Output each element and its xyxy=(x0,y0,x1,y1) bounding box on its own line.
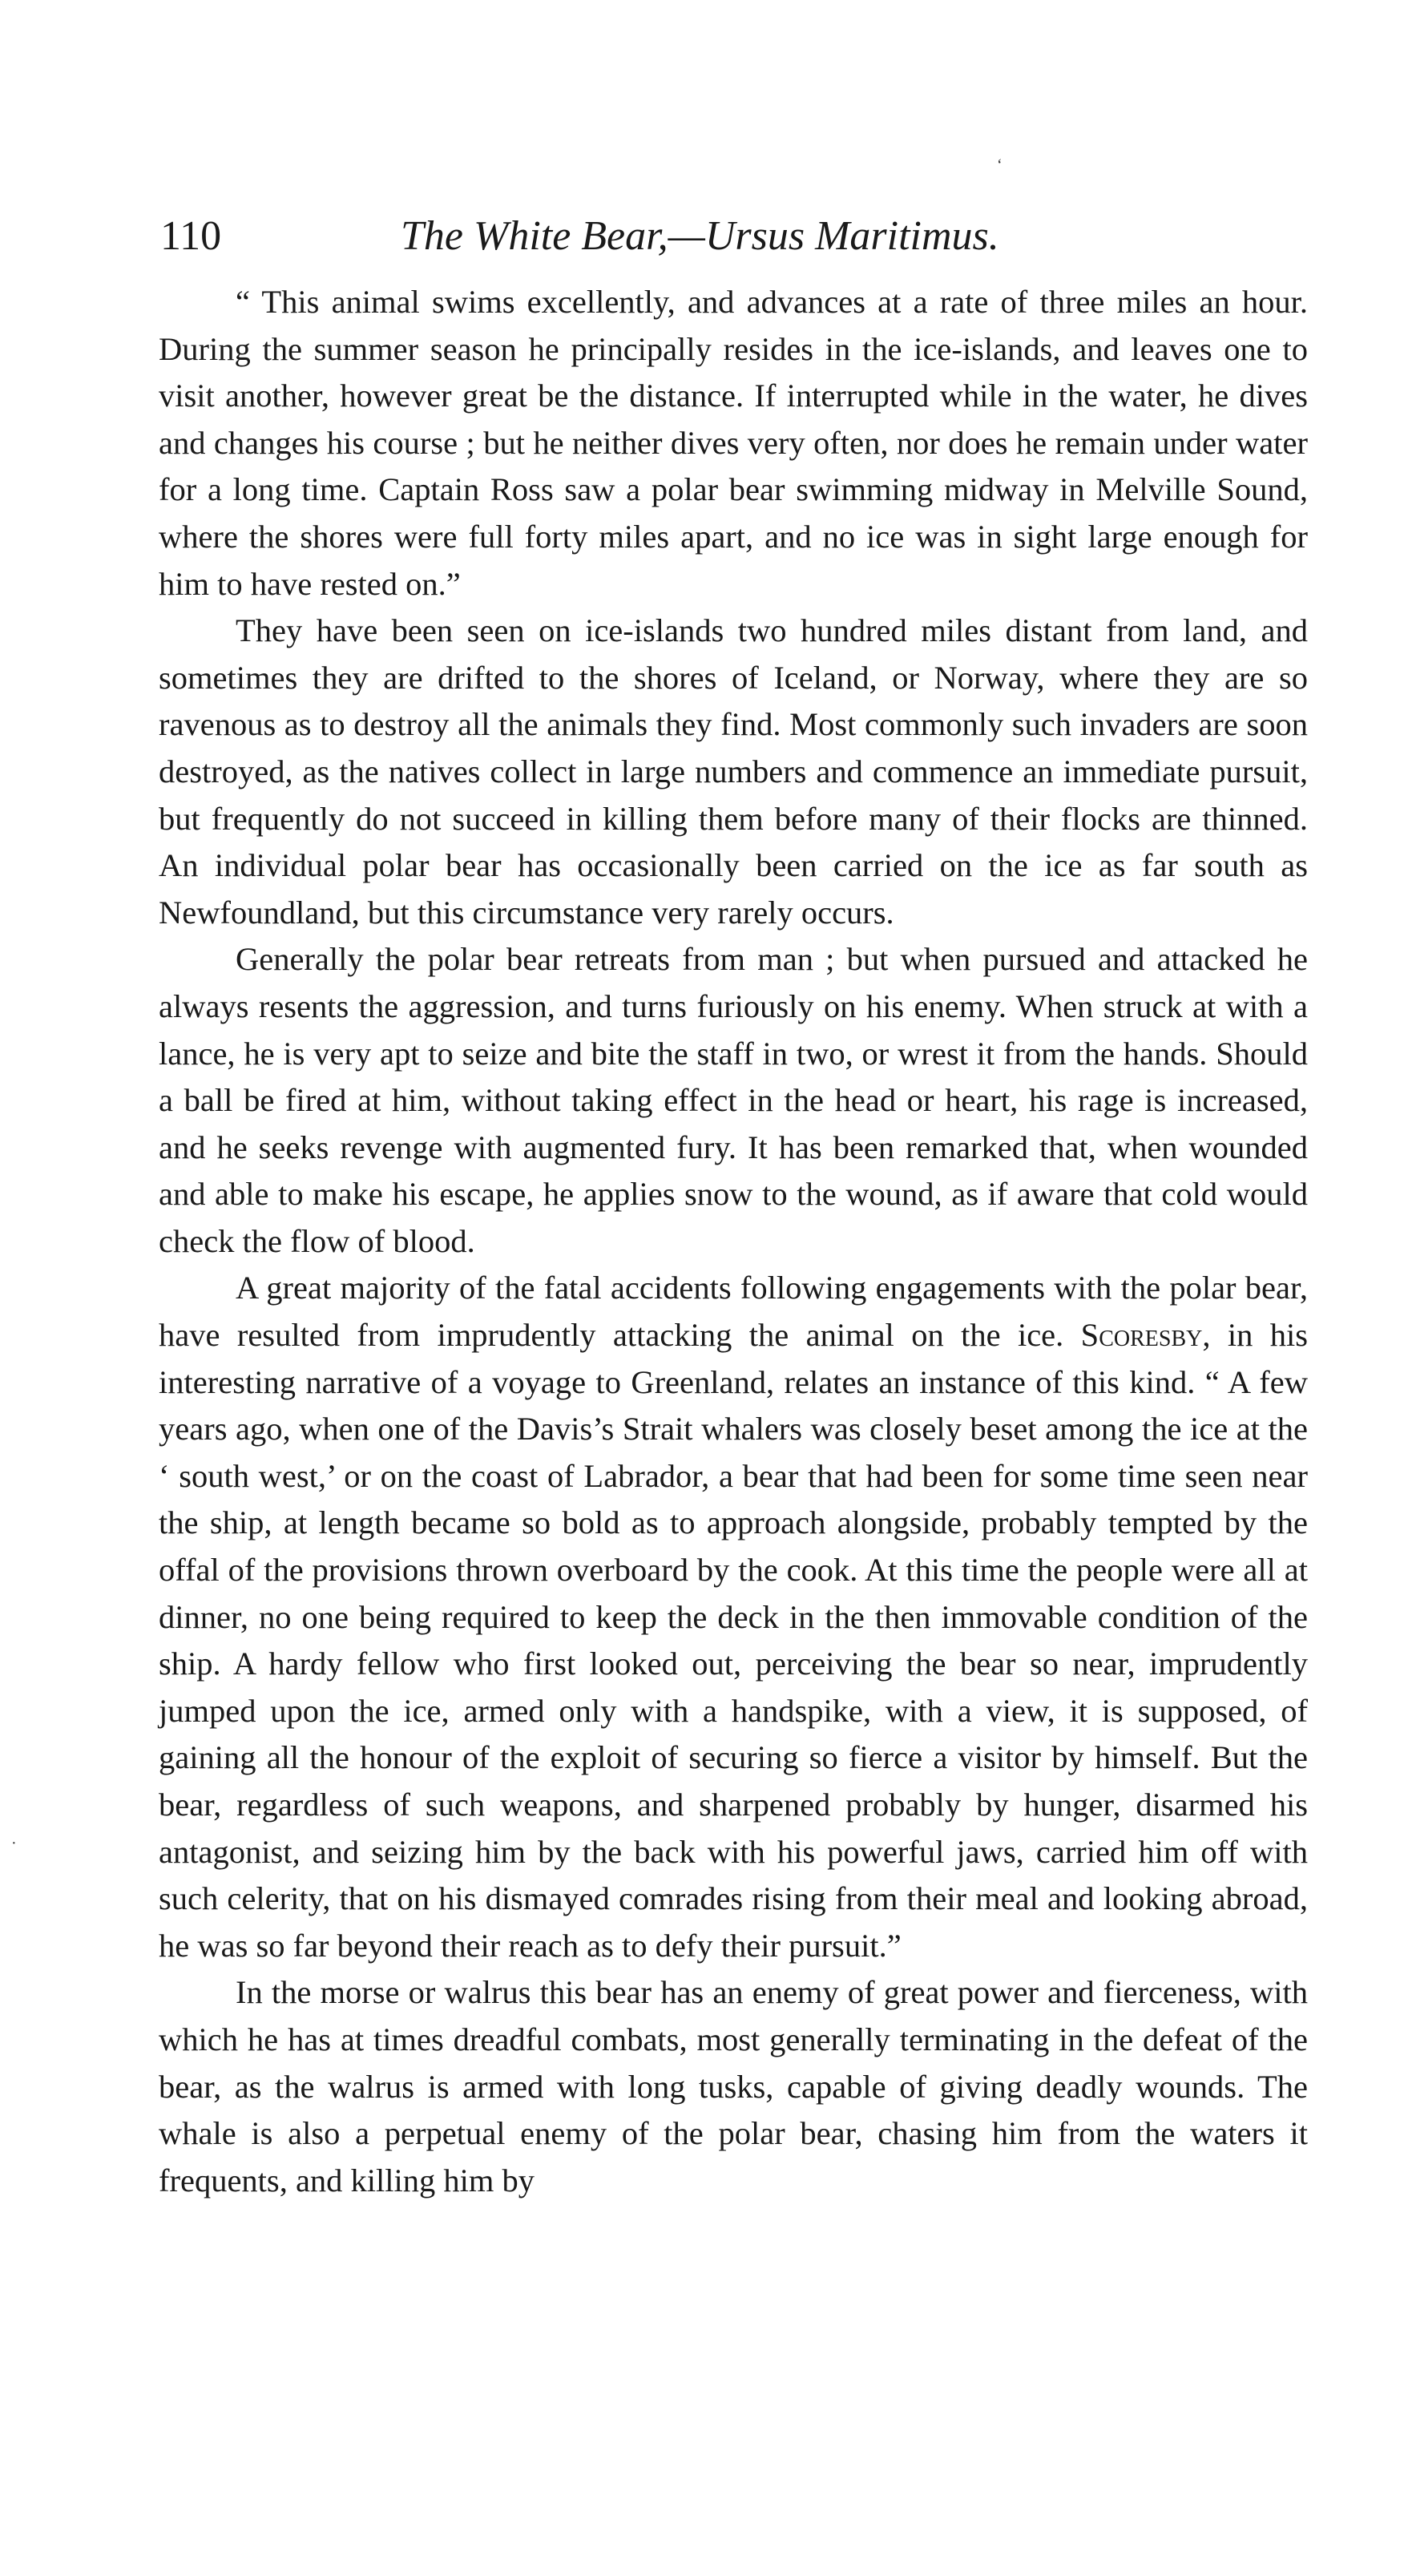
print-speck: ‘ xyxy=(997,156,1003,174)
paragraph-text-start: A great majority of the fatal accidents following engagements with the polar bear, have resulted from imprudently attacking the animal on the ice. xyxy=(159,1270,1308,1354)
margin-speck: · xyxy=(11,1835,17,1852)
page-number: 110 xyxy=(160,213,222,259)
running-title: The White Bear,—Ursus Maritimus. xyxy=(401,213,999,259)
paragraph xyxy=(159,1265,1308,1969)
paragraph: They have been seen on ice-islands two hundred miles distant from land, and sometimes they are drifted to the shores of Iceland, or Norway, where they are so ravenous as to destroy all the animals they find. Most commonly such invaders are soon destroyed, as the natives collect in large numbers and commence an immediate pursuit, but frequently do not succeed in killing them before many of their flocks are thinned. An individual polar bear has occasionally been carried on the ice as far south as Newfoundland, but this circumstance very rarely occurs. xyxy=(159,612,1308,931)
author-name: Scoresby xyxy=(1080,1317,1203,1354)
page-header xyxy=(160,204,1266,269)
paragraph-text-rest: , in his interesting narrative of a voyage to Greenland, relates an instance of this kind. “ A few years ago, when one of the Davis’s Strait whalers was closely beset among the ice at the ‘ south west,’ or on the coast of Labrador, a bear that had been for some time seen near the ship, at length became so bold as to approach alongside, probably tempted by the offal of the provisions thrown overboard by the cook. At this time the people were all at dinner, no one being required to keep the deck in the then immovable condition of the ship. A hardy fellow who first looked out, perceiving the bear so near, imprudently jumped upon the ice, armed only with a handspike, with a view, it is supposed, of gaining all the honour of the exploit of securing so fierce a visitor by himself. But the bear, regardless of such weapons, and sharpened probably by hunger, disarmed his antagonist, and seizing him by the back with his powerful jaws, carried him off with such celerity, that on his dismayed comrades rising from their meal and looking abroad, he was so far beyond their reach as to defy their pursuit.” xyxy=(159,1317,1309,1964)
paragraph: “ This animal swims excellently, and advances at a rate of three miles an hour. During the summer season he principally resides in the ice-islands, and leaves one to visit another, however great be the distance. If interrupted while in the water, he dives and changes his course ; but he neither dives very often, nor does he remain under water for a long time. Captain Ross saw a polar bear swimming midway in Melville Sound, where the shores were full forty miles apart, and no ice was in sight large enough for him to have rested on.” xyxy=(159,284,1308,602)
paragraph: In the morse or walrus this bear has an enemy of great power and fierceness, with which he has at times dreadful combats, most generally terminating in the defeat of the bear, as the walrus is armed with long tusks, capable of giving deadly wounds. The whale is also a perpetual enemy of the polar bear, chasing him from the waters it frequents, and killing him by xyxy=(159,1974,1308,2198)
body-text xyxy=(159,279,1308,2204)
paragraph: Generally the polar bear retreats from man ; but when pursued and attacked he always resents the aggression, and turns furiously on his enemy. When struck at with a lance, he is very apt to seize and bite the staff in two, or wrest it from the hands. Should a ball be fired at him, without taking effect in the head or heart, his rage is increased, and he seeks revenge with augmented fury. It has been remarked that, when wounded and able to make his escape, he applies snow to the wound, as if aware that cold would check the flow of blood. xyxy=(159,941,1308,1259)
